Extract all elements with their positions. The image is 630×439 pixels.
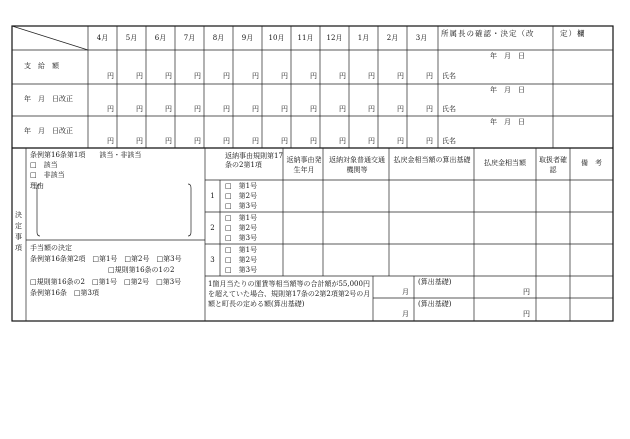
note-55000: 1箇月当たりの運賃等相当額等の合計額が55,000円を超えていた場合、規則第17条の2第2項第2号の月額と町長の定める額(算出基礎) bbox=[208, 280, 371, 308]
yen-cell[interactable]: 円 bbox=[281, 72, 288, 80]
col-handler: 取扱者確認 bbox=[539, 156, 567, 174]
yen-cell[interactable]: 円 bbox=[339, 105, 346, 113]
yen-cell[interactable]: 円 bbox=[107, 72, 114, 80]
yen-cell[interactable]: 円 bbox=[107, 105, 114, 113]
refund-item-checkbox[interactable]: □ 第2号 bbox=[225, 224, 258, 232]
refund-item-checkbox[interactable]: □ 第2号 bbox=[225, 256, 258, 264]
yen-cell[interactable]: 円 bbox=[252, 137, 259, 145]
month-3: 6月 bbox=[154, 34, 167, 42]
refund-item-checkbox[interactable]: □ 第3号 bbox=[225, 266, 258, 274]
calc-basis-1: (算出基礎) bbox=[418, 278, 452, 286]
yen-cell[interactable]: 円 bbox=[339, 72, 346, 80]
refund-row-number: 3 bbox=[210, 256, 215, 264]
yen-cell[interactable]: 円 bbox=[165, 105, 172, 113]
month-5: 8月 bbox=[212, 34, 225, 42]
yen-cell[interactable]: 円 bbox=[310, 72, 317, 80]
yen-cell[interactable]: 円 bbox=[194, 137, 201, 145]
month-2: 5月 bbox=[125, 34, 138, 42]
refund-item-checkbox[interactable]: □ 第1号 bbox=[225, 182, 258, 190]
yen-cell[interactable]: 円 bbox=[426, 105, 433, 113]
col-refund-amount: 払戻金相当額 bbox=[484, 159, 526, 167]
col-transport: 返納対象普通交通機関等 bbox=[329, 156, 385, 174]
yen-unit-1: 円 bbox=[523, 288, 530, 296]
amount-line-2[interactable]: □規則第16条の1の2 bbox=[108, 266, 175, 274]
yen-cell[interactable]: 円 bbox=[368, 137, 375, 145]
month-1: 4月 bbox=[96, 34, 109, 42]
month-unit-2: 月 bbox=[402, 310, 409, 318]
amount-line-4[interactable]: 条例第16条 □第3項 bbox=[30, 289, 99, 297]
month-unit-1: 月 bbox=[402, 288, 409, 296]
month-4: 7月 bbox=[183, 34, 196, 42]
yen-cell[interactable]: 円 bbox=[397, 105, 404, 113]
row-name-3: 氏名 bbox=[442, 137, 456, 145]
refund-item-checkbox[interactable]: □ 第2号 bbox=[225, 192, 258, 200]
row-name-2: 氏名 bbox=[442, 105, 456, 113]
yen-cell[interactable]: 円 bbox=[397, 137, 404, 145]
yen-cell[interactable]: 円 bbox=[194, 105, 201, 113]
yen-cell[interactable]: 円 bbox=[223, 72, 230, 80]
yen-cell[interactable]: 円 bbox=[368, 105, 375, 113]
reason-label: 理由 bbox=[30, 182, 44, 190]
month-9: 12月 bbox=[326, 34, 343, 42]
yen-cell[interactable]: 円 bbox=[165, 72, 172, 80]
refund-reason-rule: 返納事由規則第17条の2第1項 bbox=[225, 152, 283, 169]
yen-cell[interactable]: 円 bbox=[252, 72, 259, 80]
row-date-2: 年 月 日 bbox=[490, 86, 525, 94]
month-6: 9月 bbox=[241, 34, 254, 42]
row-date-3: 年 月 日 bbox=[490, 118, 525, 126]
yen-cell[interactable]: 円 bbox=[310, 137, 317, 145]
confirm-header: 所属長の確認・決定（改 定）欄 bbox=[441, 29, 586, 38]
yen-cell[interactable]: 円 bbox=[310, 105, 317, 113]
col-remarks: 備 考 bbox=[581, 159, 602, 167]
yen-cell[interactable]: 円 bbox=[368, 72, 375, 80]
refund-item-checkbox[interactable]: □ 第1号 bbox=[225, 214, 258, 222]
decision-side-label: 決定事項 bbox=[15, 211, 22, 252]
yen-cell[interactable]: 円 bbox=[107, 137, 114, 145]
yen-cell[interactable]: 円 bbox=[281, 105, 288, 113]
calc-basis-2: (算出基礎) bbox=[418, 300, 452, 308]
article-16-1: 条例第16条第1項 該当・非該当 bbox=[30, 151, 142, 159]
row-label-revision-1: 年 月 日改正 bbox=[24, 95, 73, 103]
yen-cell[interactable]: 円 bbox=[252, 105, 259, 113]
month-8: 11月 bbox=[297, 34, 314, 42]
month-11: 2月 bbox=[386, 34, 399, 42]
col-basis: 払戻金相当額の算出基礎 bbox=[393, 156, 471, 164]
month-12: 3月 bbox=[415, 34, 428, 42]
yen-cell[interactable]: 円 bbox=[281, 137, 288, 145]
month-7: 10月 bbox=[268, 34, 285, 42]
amount-line-1[interactable]: 条例第16条第2項 □第1号 □第2号 □第3号 bbox=[30, 255, 182, 263]
yen-cell[interactable]: 円 bbox=[397, 72, 404, 80]
yen-cell[interactable]: 円 bbox=[136, 137, 143, 145]
refund-item-checkbox[interactable]: □ 第3号 bbox=[225, 234, 258, 242]
yen-cell[interactable]: 円 bbox=[426, 137, 433, 145]
yen-cell[interactable]: 円 bbox=[339, 137, 346, 145]
yen-unit-2: 円 bbox=[523, 310, 530, 318]
row-label-revision-2: 年 月 日改正 bbox=[24, 127, 73, 135]
yen-cell[interactable]: 円 bbox=[223, 105, 230, 113]
month-10: 1月 bbox=[357, 34, 370, 42]
option-applicable[interactable]: □ 該当 bbox=[30, 161, 58, 169]
yen-cell[interactable]: 円 bbox=[165, 137, 172, 145]
yen-cell[interactable]: 円 bbox=[223, 137, 230, 145]
yen-cell[interactable]: 円 bbox=[194, 72, 201, 80]
row-name-1: 氏名 bbox=[442, 72, 456, 80]
amount-line-3[interactable]: □規則第16条の2 □第1号 □第2号 □第3号 bbox=[30, 278, 182, 286]
yen-cell[interactable]: 円 bbox=[426, 72, 433, 80]
row-label-pay-amount: 支 給 額 bbox=[24, 62, 59, 70]
refund-item-checkbox[interactable]: □ 第3号 bbox=[225, 202, 258, 210]
option-not-applicable[interactable]: □ 非該当 bbox=[30, 171, 65, 179]
amount-title: 手当額の決定 bbox=[30, 244, 72, 252]
refund-item-checkbox[interactable]: □ 第1号 bbox=[225, 246, 258, 254]
yen-cell[interactable]: 円 bbox=[136, 105, 143, 113]
row-date-1: 年 月 日 bbox=[490, 52, 525, 60]
yen-cell[interactable]: 円 bbox=[136, 72, 143, 80]
refund-row-number: 1 bbox=[210, 192, 215, 200]
refund-row-number: 2 bbox=[210, 224, 215, 232]
col-refund-date: 返納事由発生年月 bbox=[286, 156, 322, 174]
